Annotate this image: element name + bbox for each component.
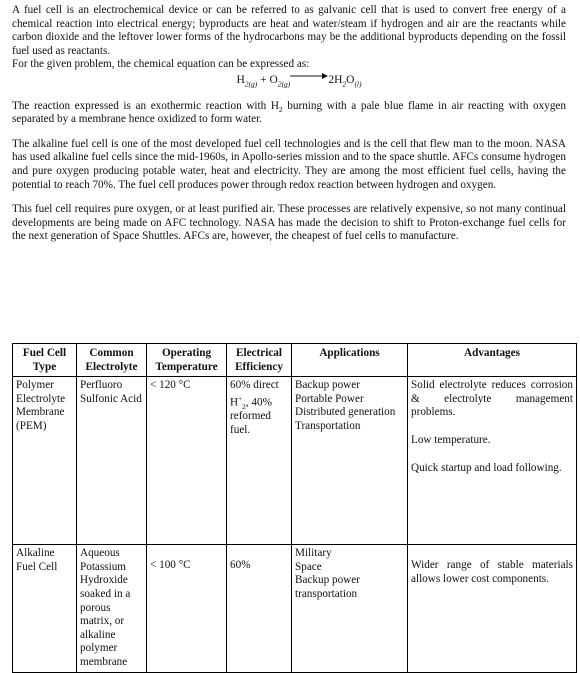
table-header-row: [13, 344, 577, 377]
document-body: [12, 4, 566, 244]
fuel-cell-table: [12, 343, 577, 673]
paragraph-intro: A fuel cell is an electrochemical device or can be referred to as galvanic cell that is used to convert free energy of a chemical reaction into electrical energy; byproducts are heat and water/steam if hydrogen and air are the reactants while carbon dioxide and the leftover lower forms of the hydrocarbons may be the additional byproducts depending on the fossil fuel used as reactants.: [12, 4, 566, 57]
header-advantages: Advantages: [408, 344, 577, 377]
cell-type: Alkaline Fuel Cell: [13, 545, 77, 673]
cell-temperature: < 100 °C: [147, 545, 227, 673]
header-temperature: Operating Temperature: [147, 344, 227, 377]
list-item: Backup power: [295, 379, 360, 392]
header-electrolyte: Common Electrolyte: [77, 344, 147, 377]
cell-temperature: < 120 °C: [147, 377, 227, 545]
list-item: Military: [295, 547, 332, 560]
paragraph-reaction: The reaction expressed is an exothermic reaction with $H_2$ burning with a pale blue flame in air reacting with oxygen separated by a membrane hence oxidized to form water.: [12, 99, 566, 126]
list-item: Portable Power: [295, 392, 364, 405]
chemical-equation: $H_{2(g)} + O_{2(g)}$ $2H_2O_{(l)}$: [236, 73, 362, 89]
header-applications: Applications: [292, 344, 408, 377]
reaction-arrow-icon: [290, 72, 328, 80]
cell-efficiency: 60%: [227, 545, 292, 673]
cell-electrolyte: Aqueous Potassium Hydroxide soaked in a porous matrix, or alkaline polymer membrane: [77, 545, 147, 673]
cell-electrolyte: Perfluoro Sulfonic Acid: [77, 377, 147, 545]
list-item: Low temperature.: [411, 433, 491, 446]
paragraph-equation-intro: For the given problem, the chemical equation can be expressed as:: [12, 58, 310, 71]
cell-type: Polymer Electrolyte Membrane (PEM): [13, 377, 77, 545]
list-item: Solid electrolyte reduces corrosion & electrolyte management problems.: [411, 379, 573, 419]
header-type: Fuel Cell Type: [13, 344, 77, 377]
list-item: Wider range of stable materials allows lower cost components.: [411, 559, 573, 585]
table-row: [13, 545, 577, 673]
cell-applications: [292, 545, 408, 673]
header-efficiency: Electrical Efficiency: [227, 344, 292, 377]
list-item: Backup power: [295, 574, 360, 587]
list-item: Quick startup and load following.: [411, 461, 562, 474]
paragraph-oxygen: This fuel cell requires pure oxygen, or at least purified air. These processes are relatively expensive, so not many continual developments are being made on AFC technology. NASA has made the decision to shift to Proton-exchange fuel cells for the next generation of Space Shuttles. AFCs are, however, the cheapest of fuel cells to manufacture.: [12, 203, 566, 243]
list-item: Distributed generation: [295, 406, 396, 419]
cell-efficiency: 60% direct $H^+_2$, 40% reformed fuel.: [227, 377, 292, 545]
cell-advantages: [408, 377, 577, 545]
list-item: Transportation: [295, 419, 361, 432]
paragraph-alkaline: The alkaline fuel cell is one of the most developed fuel cell technologies and is the cell that flew man to the moon. NASA has used alkaline fuel cells since the mid-1960s, in Apollo-series mission and to the space shuttle. AFCs consume hydrogen and pure oxygen producing potable water, heat and electricity. They are among the most efficient fuel cells, having the potential to reach 70%. The fuel cell produces power through redox reaction between hydrogen and oxygen.: [12, 137, 566, 191]
cell-advantages: [408, 545, 577, 673]
cell-applications: [292, 377, 408, 545]
list-item: transportation: [295, 587, 358, 600]
list-item: Space: [295, 560, 322, 573]
table-row: [13, 377, 577, 545]
